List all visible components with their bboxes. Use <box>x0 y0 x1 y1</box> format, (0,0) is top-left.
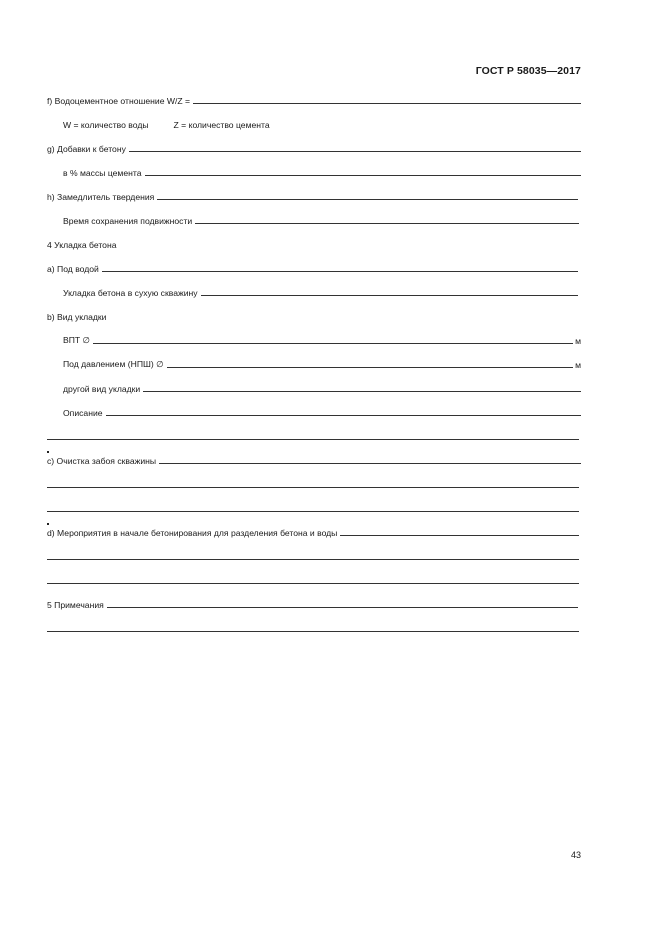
field-description <box>63 406 581 418</box>
field-bottom-cleaning <box>47 454 581 466</box>
blank-line <box>47 502 579 514</box>
field-label: g) Добавки к бетону <box>47 144 126 154</box>
unit-label: м <box>575 336 581 346</box>
field-label: h) Замедлитель твердения <box>47 192 155 202</box>
fill-line[interactable] <box>145 175 582 176</box>
field-separation-measures <box>47 526 579 538</box>
field-label: d) Мероприятия в начале бетонирования для разделения бетона и воды <box>47 528 338 538</box>
dot-mark <box>47 451 49 453</box>
field-vpt <box>63 334 581 346</box>
fill-line[interactable] <box>47 487 579 488</box>
field-label: 5 Примечания <box>47 600 104 610</box>
fill-line[interactable] <box>159 463 581 464</box>
field-label: в % массы цемента <box>63 168 142 178</box>
field-label: Описание <box>63 408 103 418</box>
fill-line[interactable] <box>93 343 573 344</box>
blank-line <box>47 574 579 586</box>
field-additives <box>47 142 581 154</box>
field-other-placement <box>63 382 581 394</box>
fill-line[interactable] <box>143 391 581 392</box>
field-underwater <box>47 262 578 274</box>
field-label: Время сохранения подвижности <box>63 216 193 226</box>
fill-line[interactable] <box>340 535 579 536</box>
field-label: другой вид укладки <box>63 384 141 394</box>
wz-legend <box>63 118 581 130</box>
fill-line[interactable] <box>195 223 579 224</box>
fill-line[interactable] <box>107 607 578 608</box>
field-dry-placement <box>63 286 578 298</box>
fill-line[interactable] <box>102 271 578 272</box>
fill-line[interactable] <box>106 415 581 416</box>
fill-line[interactable] <box>193 103 581 104</box>
blank-line <box>47 478 579 490</box>
document-code: ГОСТ Р 58035—2017 <box>475 65 581 77</box>
field-placement-type-heading <box>47 310 581 322</box>
blank-line <box>47 550 579 562</box>
blank-line <box>47 622 579 634</box>
legend-w: W = количество воды <box>63 120 149 130</box>
blank-line <box>47 430 579 442</box>
field-label: b) Вид укладки <box>47 312 107 322</box>
fill-line[interactable] <box>201 295 578 296</box>
field-wz-ratio <box>47 94 581 106</box>
fill-line[interactable] <box>167 367 573 368</box>
unit-label: м <box>575 360 581 370</box>
field-label: f) Водоцементное отношение W/Z = <box>47 96 191 106</box>
field-label: Укладка бетона в сухую скважину <box>63 288 198 298</box>
legend-z: Z = количество цемента <box>173 120 270 130</box>
field-label: c) Очистка забоя скважины <box>47 456 157 466</box>
field-label: Под давлением (НПШ) ∅ <box>63 359 164 369</box>
fill-line[interactable] <box>47 439 579 440</box>
page-number: 43 <box>570 850 581 860</box>
fill-line[interactable] <box>47 583 579 584</box>
fill-line[interactable] <box>129 151 581 152</box>
fill-line[interactable] <box>47 631 579 632</box>
field-retarder <box>47 190 578 202</box>
section-title: 4 Укладка бетона <box>47 240 117 250</box>
field-label: ВПТ ∅ <box>63 335 91 345</box>
field-label: a) Под водой <box>47 264 99 274</box>
fill-line[interactable] <box>47 511 579 512</box>
field-notes <box>47 598 578 610</box>
field-npsh <box>63 358 581 370</box>
fill-line[interactable] <box>157 199 578 200</box>
section-4-heading <box>47 238 581 250</box>
field-additive-percent <box>63 166 581 178</box>
field-workability-time <box>63 214 579 226</box>
fill-line[interactable] <box>47 559 579 560</box>
dot-mark <box>47 523 49 525</box>
